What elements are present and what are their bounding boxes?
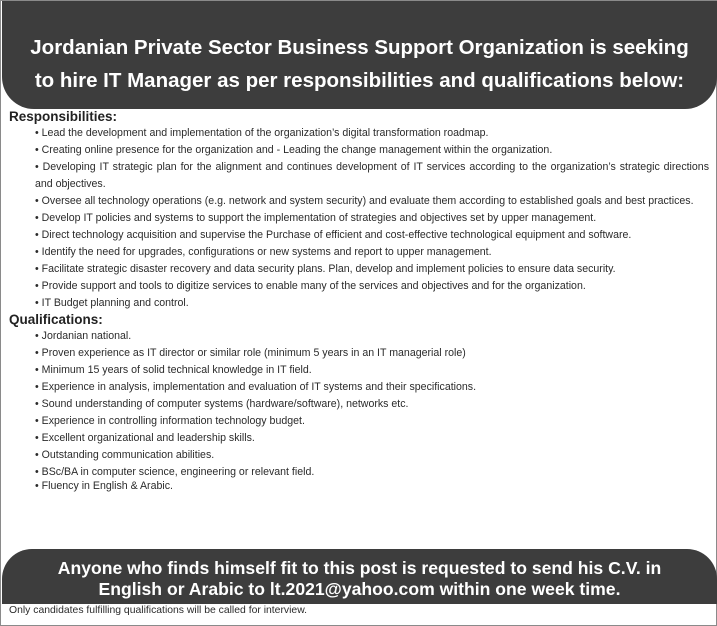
header-banner — [2, 1, 717, 109]
list-item: • Excellent organizational and leadership skills. — [35, 432, 255, 444]
list-item: • Direct technology acquisition and supervise the Purchase of efficient and cost-effective technological equipment and software. — [35, 229, 632, 241]
footer-line-1: Anyone who finds himself fit to this post is requested to send his C.V. in — [57, 558, 662, 578]
list-item: • Facilitate strategic disaster recovery and data security plans. Plan, develop and implement policies to ensure data security. — [35, 263, 616, 275]
list-item: • Fluency in English & Arabic. — [35, 480, 173, 492]
list-item: • Oversee all technology operations (e.g. network and system security) and evaluate them according to established goals and best practices. — [35, 195, 694, 207]
responsibilities-list — [9, 125, 709, 312]
list-item: • Developing IT strategic plan for the alignment and continues development of IT services according to the organization’s strategic directions and objectives. — [35, 161, 709, 190]
footer-banner — [2, 549, 717, 604]
list-item: • Proven experience as IT director or similar role (minimum 5 years in an IT managerial role) — [35, 347, 466, 359]
list-item: • Creating online presence for the organization and - Leading the change management within the organization. — [35, 144, 553, 156]
list-item: • Outstanding communication abilities. — [35, 449, 215, 461]
list-item: • Provide support and tools to digitize services to enable many of the services and objectives and for the organization. — [35, 280, 586, 292]
list-item: • Experience in controlling information technology budget. — [35, 415, 305, 427]
qualifications-title: Qualifications: — [9, 312, 103, 327]
list-item: • Jordanian national. — [35, 330, 132, 342]
footer-line-2: English or Arabic to lt.2021@yahoo.com within one week time. — [98, 579, 621, 599]
list-item: • Minimum 15 years of solid technical knowledge in IT field. — [35, 364, 312, 376]
list-item: • Sound understanding of computer systems (hardware/software), networks etc. — [35, 398, 409, 410]
header-line-1: Jordanian Private Sector Business Support Organization is seeking — [30, 36, 689, 59]
list-item: • Lead the development and implementation of the organization’s digital transformation roadmap. — [35, 127, 489, 139]
list-item: • IT Budget planning and control. — [35, 297, 189, 309]
list-item: • Identify the need for upgrades, configurations or new systems and report to upper management. — [35, 246, 492, 258]
responsibilities-title: Responsibilities: — [9, 109, 118, 124]
list-item: • Develop IT policies and systems to support the implementation of strategies and objectives set by upper management. — [35, 212, 597, 224]
list-item: • BSc/BA in computer science, engineering or relevant field. — [35, 466, 315, 478]
ad-body — [9, 109, 709, 492]
footer-note: Only candidates fulfilling qualifications will be called for interview. — [9, 605, 308, 616]
header-line-2: to hire IT Manager as per responsibilities and qualifications below: — [34, 69, 685, 92]
qualifications-list — [9, 328, 709, 492]
list-item: • Experience in analysis, implementation and evaluation of IT systems and their specifications. — [35, 381, 477, 393]
